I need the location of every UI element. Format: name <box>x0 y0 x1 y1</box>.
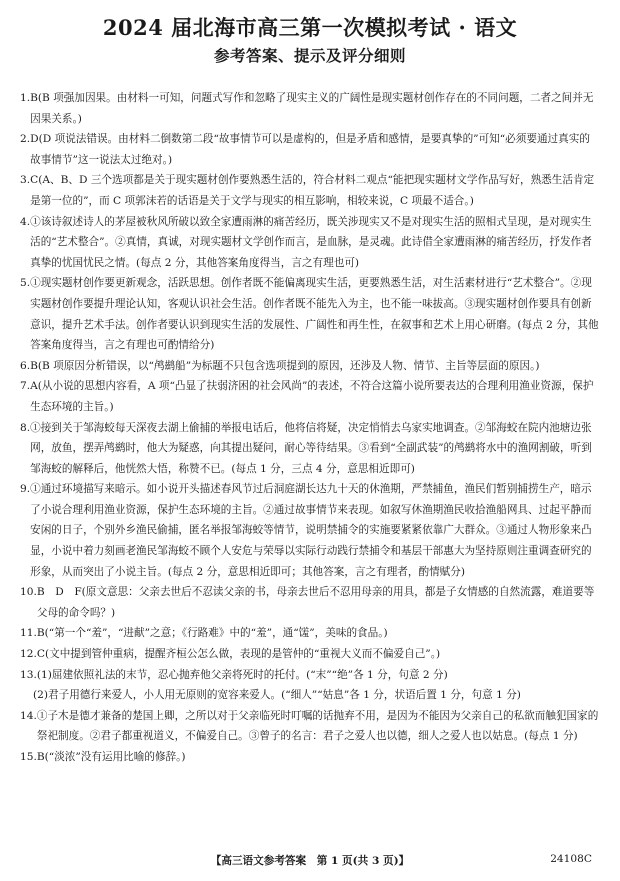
answer-text: (2)君子用德行来爱人，小人用无原则的宽容来爱人。(“细人”“姑息”各 1 分，状语后置 1 分，句意 1 分) <box>33 689 521 702</box>
answer-item <box>20 582 600 623</box>
answer-text: B(“第一个“羞”，“进献”之意；《行路难》中的“羞”，通“馐”，美味的食品。) <box>36 627 388 640</box>
answer-text: B D F(原文意思：父亲去世后不忍读父亲的书，母亲去世后不忍用母亲的用具，都是子女情感的自然流露，难道要等父母的命令吗？) <box>36 586 595 619</box>
page-subtitle: 参考答案、提示及评分细则 <box>213 46 406 65</box>
answer-item <box>20 212 600 274</box>
answer-number: 13. <box>20 668 37 681</box>
answer-text: B(B 项原因分析错误，以“鸬鹚船”为标题不只包含选项提到的原因，还涉及人物、情节、主旨等层面的原因。) <box>30 359 540 372</box>
document-code: 24108C <box>550 853 592 865</box>
answer-text: (1)屈建依照礼法的末节，忍心抛弃他父亲将死时的托付。(“末”“绝”各 1 分，句意 2 分) <box>36 668 448 681</box>
answer-text: B(“淡浓”没有运用比喻的修辞。) <box>36 751 186 763</box>
answer-text: C(文中提到管仲重病，提醒齐桓公怎么做，表现的是管仲的“重视大义而不偏爱自己”。) <box>36 648 441 661</box>
page-title: 2024 届北海市高三第一次模拟考试 · 语文 <box>102 15 518 40</box>
answer-text: ①通过环境描写来暗示。如小说开头描述春风节过后洞庭湖长达九十天的休渔期，严禁捕鱼，渔民们暂别捕捞生产，暗示了小说合理利用渔业资源，保护生态环境的主旨。②通过故事情节来表现。如叙写休渔期渔民收拾渔船网具、过起平静而安闲的日子，个别外乡渔民偷捕，匿名举报邹海蛟等情节，说明禁捕令的实施要紧紧依靠广大群众。③通过人物形象来凸显，小说中着力刻画老渔民邹海蛟不顾个人安危与荣辱以实际行动践行禁捕令和基层干部惠大为坚持原则注重调查研究的形象，从而突出了小说主旨。(每点 2 分，意思相近即可；其他答案，言之有理者，酌情赋分) <box>30 483 592 578</box>
answer-item <box>20 685 600 706</box>
answer-text: ①接到关于邹海蛟每天深夜去湖上偷捕的举报电话后，他将信将疑，决定悄悄去乌家实地调查。②邹海蛟在院内池塘边张网，放鱼，摆弄鸬鹚时，他大为疑惑，向其提出疑问，耐心等待结果。③看到“全副武装”的鸬鹚将水中的渔网割破，听到邹海蛟的解释后，他恍然大悟，称赞不已。(每点 1 分，三点 4 分，意思相近即可) <box>30 421 592 475</box>
answer-text: A(从小说的思想内容看，A 项“凸显了扶弱济困的社会风尚”的表述，不符合这篇小说所要表达的合理利用渔业资源，保护生态环境的主旨。) <box>30 380 594 413</box>
answer-item <box>20 273 600 355</box>
answer-number: 6. <box>20 359 31 372</box>
answer-item <box>20 706 600 747</box>
answer-text: ①现实题材创作要更新观念，活跃思想。创作者既不能偏离现实生活，更要熟悉生活，对生活素材进行“艺术整合”。②现实题材创作要提升理论认知，客观认识社会生活。创作者既不能先入为主，也不能一味拔高。③现实题材创作要具有创新意识，提升艺术手法。创作者要认识到现实生活的发展性、广阔性和再生性，在叙事和艺术上用心研磨。(每点 2 分，其他答案角度得当，言之有理也可酌情给分) <box>30 277 599 352</box>
answer-item <box>20 129 600 170</box>
answer-number: 11. <box>20 627 37 640</box>
answer-number: 15. <box>20 751 37 763</box>
answer-number: 10. <box>20 586 37 599</box>
answer-item <box>20 418 600 480</box>
answer-item <box>20 665 600 686</box>
answer-text: ①该诗叙述诗人的茅屋被秋风所破以致全家遭雨淋的痛苦经历，既关涉现实又不是对现实生活的照相式呈现，是对现实生活的“艺术整合”。②真情，真诚，对现实题材文学创作而言，是血脉，是灵魂。此诗借全家遭雨淋的痛苦经历，抒发作者真挚的忧国忧民之情。(每点 2 分，其他答案角度得当，言之有理也可) <box>30 215 592 269</box>
answer-item <box>20 747 600 768</box>
answer-number: 14. <box>20 709 37 722</box>
answer-item <box>20 479 600 582</box>
answer-number: 4. <box>20 215 31 228</box>
answer-number: 7. <box>20 380 31 393</box>
answer-text: C(A、B、D 三个选项都是关于现实题材创作要熟悉生活的，符合材料二观点“能把现实题材文学作品写好，熟悉生活肯定是第一位的”，而 C 项郭沫若的话语是关于文学与现实的相互影响，相较来说，C 项最不适合。) <box>30 174 595 207</box>
answer-text: ①子木是德才兼备的楚国上卿，之所以对于父亲临死时叮嘱的话抛弃不用，是因为不能因为父亲自己的私欲而触犯国家的祭祀制度。②君子都重视道义，不偏爱自己。③曾子的名言：君子之爱人也以德，细人之爱人也以姑息。(每点 1 分) <box>36 709 599 743</box>
answer-number: 3. <box>20 174 31 187</box>
answer-item <box>20 376 600 417</box>
answer-item <box>20 623 600 644</box>
answer-number: 5. <box>20 277 31 290</box>
answer-item <box>20 170 600 211</box>
answer-number: 8. <box>20 421 31 434</box>
answer-item <box>20 644 600 665</box>
answer-list <box>20 88 600 768</box>
answer-number: 2. <box>20 133 31 146</box>
answer-number: 9. <box>20 483 31 496</box>
answer-number: 1. <box>20 92 31 104</box>
answer-text: D(D 项说法错误。由材料二倒数第二段“故事情节可以是虚构的，但是矛盾和感情，是要真挚的”可知“必须要通过真实的故事情节”这一说法太过绝对。) <box>30 133 590 166</box>
answer-item <box>20 356 600 377</box>
page-number-label: 【高三语文参考答案 第 1 页(共 3 页)】 <box>210 855 410 867</box>
answer-text: B(B 项强加因果。由材料一可知，问题式写作和忽略了现实主义的广阔性是现实题材创作存在的不同问题，二者之间并无因果关系。) <box>30 92 594 125</box>
answer-number: 12. <box>20 648 37 661</box>
answer-item <box>20 88 600 129</box>
